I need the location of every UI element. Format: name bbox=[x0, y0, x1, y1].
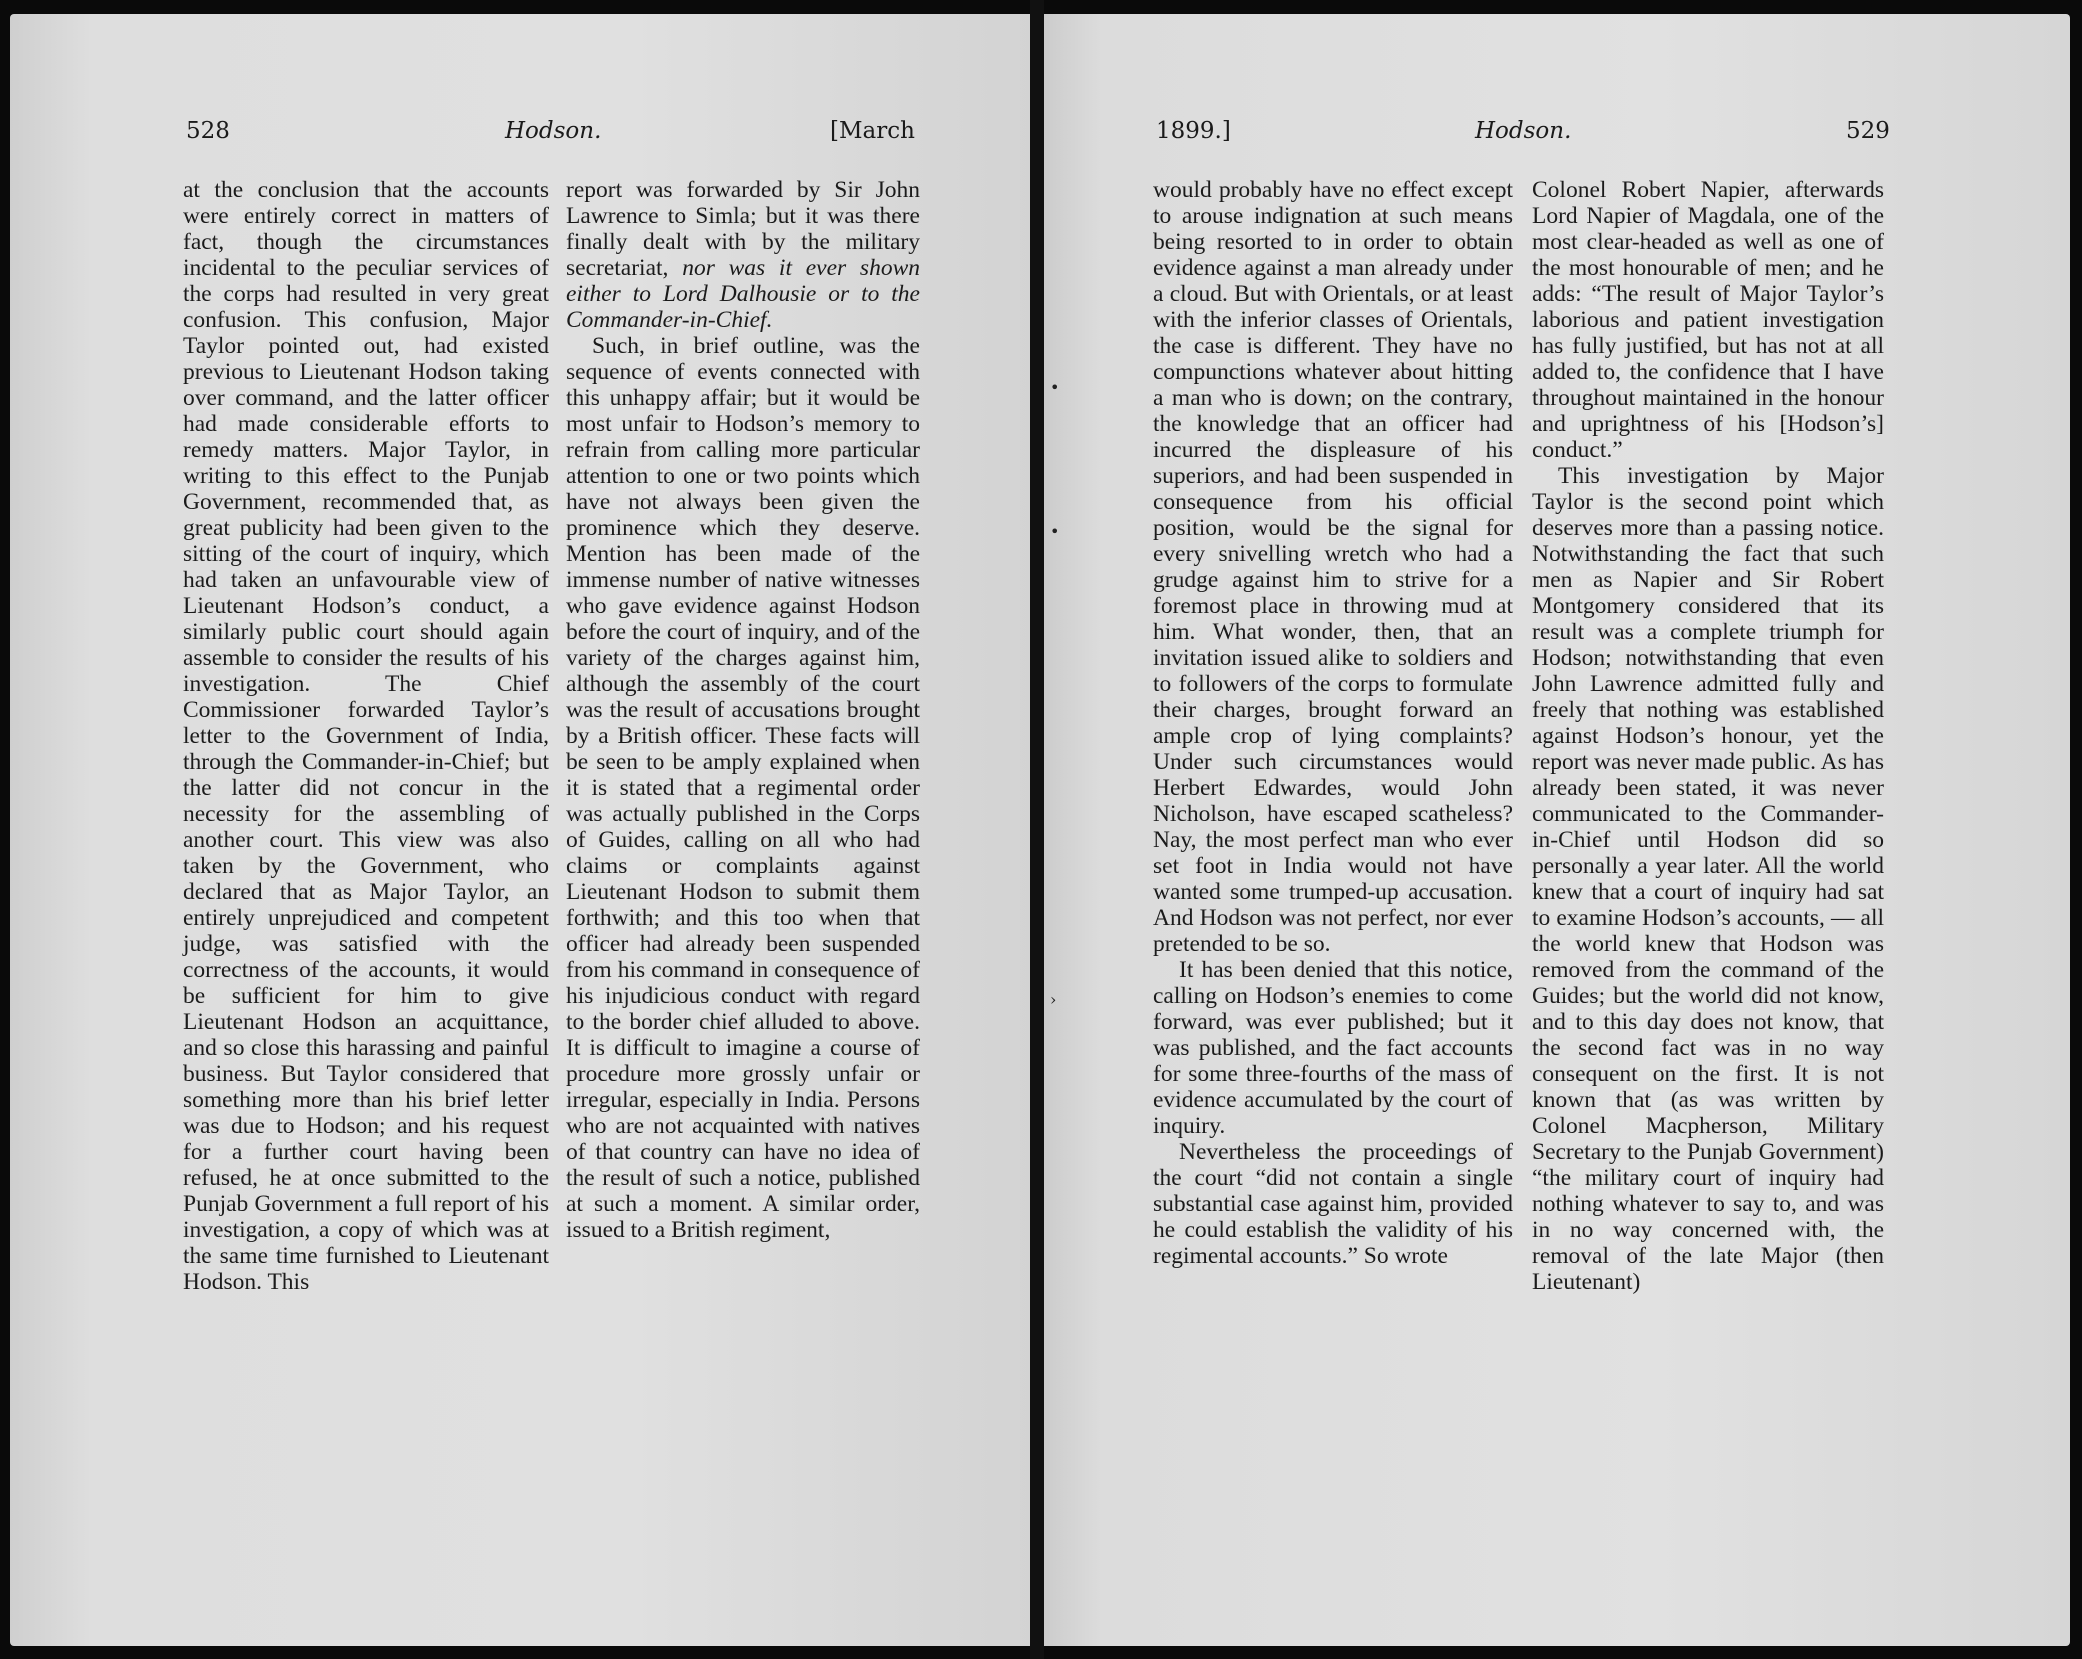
right-column-2-paragraph-1: Colonel Robert Napier, afterwards Lord Napier of Magdala, one of the most clear-headed as well as one of the most honourable of men; and he adds: “The result of Major Taylor’s laborious and patient investigation has fully justified, but has not at all added to, the confidence that I have throughout maintained in the honour and uprightness of his [Hodson’s] conduct.” bbox=[1532, 177, 1884, 463]
right-date-label: 1899.] bbox=[1156, 118, 1231, 144]
right-column-1-paragraph-2: It has been denied that this notice, calling on Hodson’s enemies to come forward, was ever published; but it was published, and the fact accounts for some three-fourths of the mass of evidence accumulated by the court of inquiry. bbox=[1153, 957, 1513, 1139]
left-column-2-p1-italic: nor was it ever shown either to Lord Dalhousie or to the Commander-in-Chief. bbox=[566, 255, 921, 333]
left-column-1 bbox=[183, 177, 549, 1295]
binding-mark: › bbox=[1050, 990, 1057, 1009]
right-column-2-paragraph-2: This investigation by Major Taylor is the second point which deserves more than a passing notice. Notwithstanding the fact that such men as Napier and Sir Robert Montgomery considered that its result was a complete triumph for Hodson; notwithstanding that even John Lawrence admitted fully and freely that nothing was established against Hodson’s honour, yet the report was never made public. As has already been stated, it was never communicated to the Commander-in-Chief until Hodson did so personally a year later. All the world knew that a court of inquiry had sat to examine Hodson’s accounts, — all the world knew that Hodson was removed from the command of the Guides; but the world did not know, and to this day does not know, that the second fact was in no way consequent on the first. It is not known that (as was written by Colonel Macpherson, Military Secretary to the Punjab Government) “the military court of inquiry had nothing whatever to say to, and was in no way concerned with, the removal of the late Major (then Lieutenant) bbox=[1532, 463, 1884, 1295]
binding-mark: • bbox=[1050, 378, 1060, 397]
left-column-1-text: at the conclusion that the accounts were entirely correct in matters of fact, though the circumstances incidental to the peculiar services of the corps had resulted in very great confusion. This confusion, Major Taylor pointed out, had existed previous to Lieutenant Hodson taking over command, and the latter officer had made considerable efforts to remedy matters. Major Taylor, in writing to this effect to the Punjab Government, recommended that, as great publicity had been given to the sitting of the court of inquiry, which had taken an unfavourable view of Lieutenant Hodson’s conduct, a similarly public court should again assemble to consider the results of his investigation. The Chief Commissioner forwarded Taylor’s letter to the Government of India, through the Commander-in-Chief; but the latter did not concur in the necessity for the assembling of another court. This view was also taken by the Government, who declared that as Major Taylor, an entirely unprejudiced and competent judge, was satisfied with the correctness of the accounts, it would be sufficient for him to give Lieutenant Hodson an acquittance, and so close this harassing and painful business. But Taylor considered that something more than his brief letter was due to Hodson; and his request for a further court having been refused, he at once submitted to the Punjab Government a full report of his investigation, a copy of which was at the same time furnished to Lieutenant Hodson. This bbox=[183, 177, 549, 1295]
right-running-title: Hodson. bbox=[1475, 118, 1572, 144]
right-column-1-paragraph-1: would probably have no effect except to arouse indignation at such means being resorted to in order to obtain evidence against a man already under a cloud. But with Orientals, or at least with the inferior classes of Orientals, the case is different. They have no compunctions whatever about hitting a man who is down; on the contrary, the knowledge that an officer had incurred the displeasure of his superiors, and had been suspended in consequence from his official position, would be the signal for every snivelling wretch who had a grudge against him to strive for a foremost place in throwing mud at him. What wonder, then, that an invitation issued alike to soldiers and to followers of the corps to formulate their charges, brought forward an ample crop of lying complaints? Under such circumstances would Herbert Edwardes, would John Nicholson, have escaped scatheless? Nay, the most perfect man who ever set foot in India would not have wanted some trumped-up accusation. And Hodson was not perfect, nor ever pretended to be so. bbox=[1153, 177, 1513, 957]
right-page-header bbox=[1040, 118, 2070, 158]
left-column-2 bbox=[566, 177, 920, 1243]
right-column-2 bbox=[1532, 177, 1884, 1295]
left-date-label: [March bbox=[830, 118, 915, 144]
left-page-number: 528 bbox=[186, 118, 230, 144]
right-page-number: 529 bbox=[1846, 118, 1890, 144]
left-page-header bbox=[0, 118, 1035, 158]
book-gutter bbox=[1030, 0, 1044, 1659]
right-column-1-paragraph-3: Nevertheless the proceedings of the court “did not contain a single substantial case against him, provided he could establish the validity of his regimental accounts.” So wrote bbox=[1153, 1139, 1513, 1269]
right-column-1 bbox=[1153, 177, 1513, 1269]
left-column-2-p1-roman: report was forwarded by Sir John Lawrence to Simla; but it was there finally dealt with by the military secretariat, bbox=[566, 177, 920, 281]
left-column-2-paragraph-2: Such, in brief outline, was the sequence of events connected with this unhappy affair; but it would be most unfair to Hodson’s memory to refrain from calling more particular attention to one or two points which have not always been given the prominence which they deserve. Mention has been made of the immense number of native witnesses who gave evidence against Hodson before the court of inquiry, and of the variety of the charges against him, although the assembly of the court was the result of accusations brought by a British officer. These facts will be seen to be amply explained when it is stated that a regimental order was actually published in the Corps of Guides, calling on all who had claims or complaints against Lieutenant Hodson to submit them forthwith; and this too when that officer had already been suspended from his command in consequence of his injudicious conduct with regard to the border chief alluded to above. It is difficult to imagine a course of procedure more grossly unfair or irregular, especially in India. Persons who are not acquainted with natives of that country can have no idea of the result of such a notice, published at such a moment. A similar order, issued to a British regiment, bbox=[566, 333, 920, 1243]
left-column-2-paragraph-1 bbox=[566, 177, 920, 333]
binding-mark: • bbox=[1050, 522, 1060, 541]
left-running-title: Hodson. bbox=[505, 118, 602, 144]
